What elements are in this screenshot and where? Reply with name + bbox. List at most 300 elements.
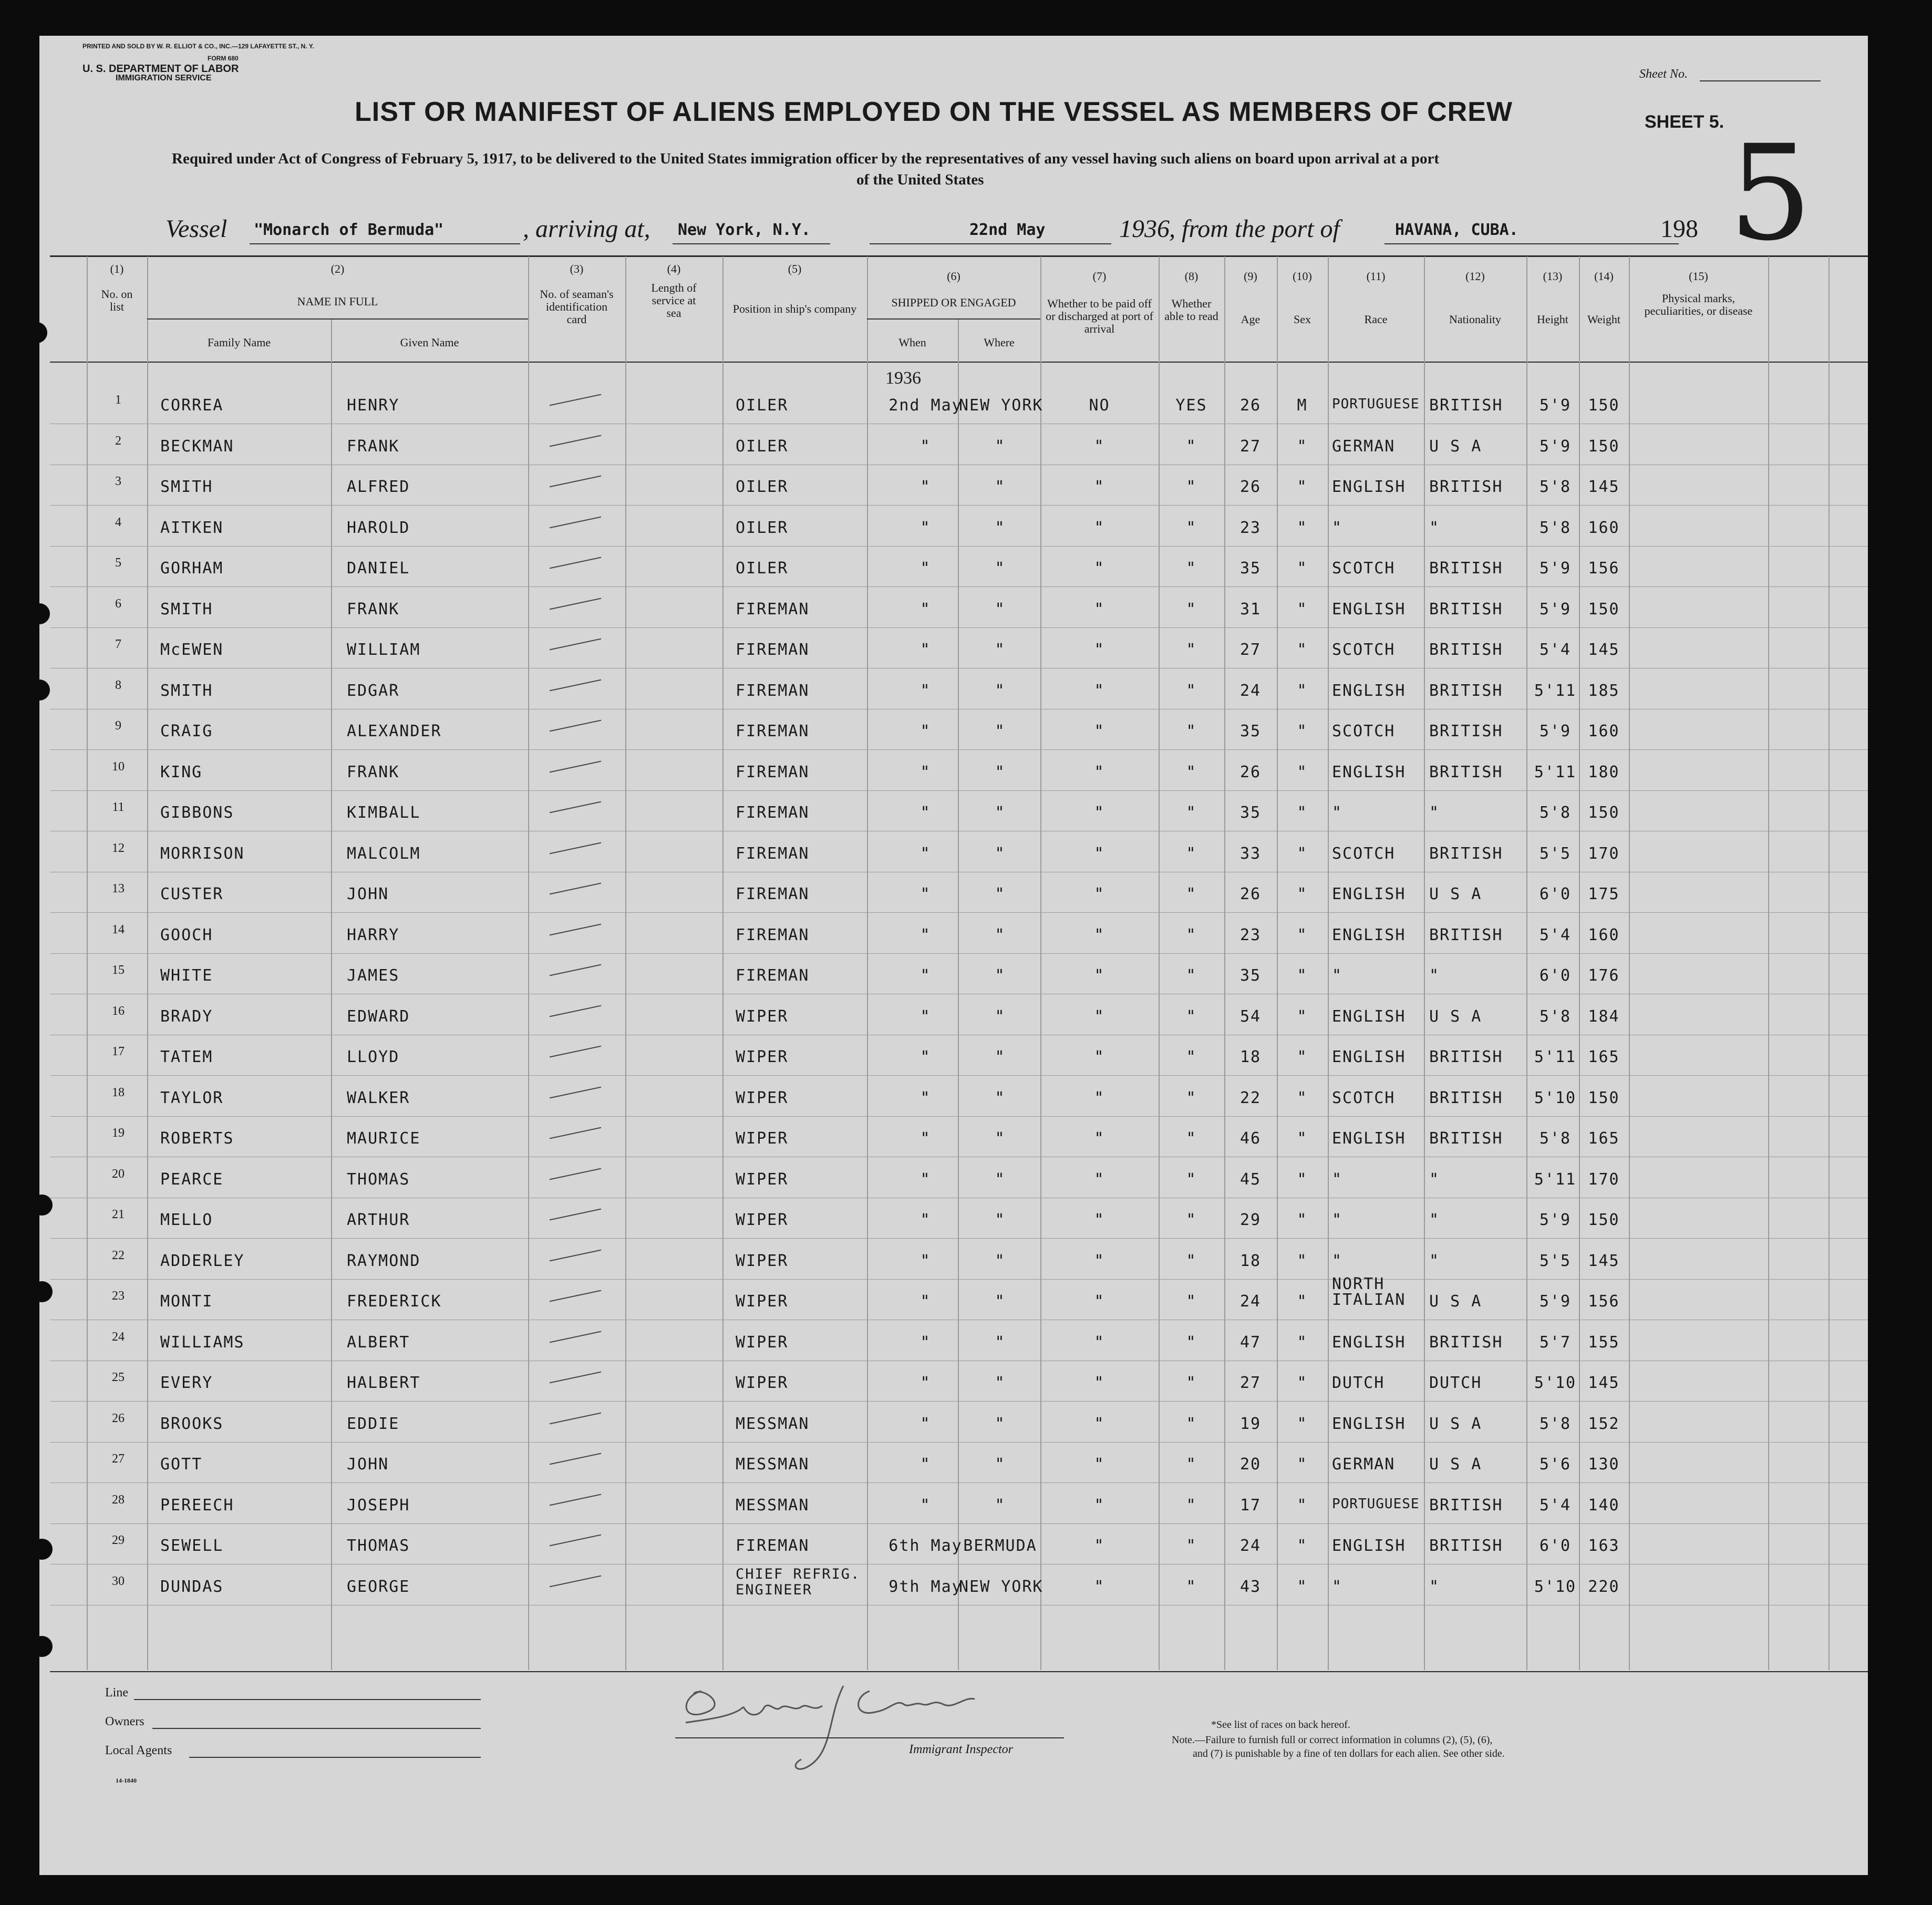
cell-position: WIPER — [736, 1129, 789, 1148]
cell-family: SMITH — [160, 600, 213, 619]
cell-family: KING — [160, 763, 203, 781]
cell-paid: " — [1094, 1537, 1105, 1555]
cell-when: " — [920, 1170, 931, 1189]
cell-given: ARTHUR — [347, 1211, 410, 1229]
cell-paid: " — [1094, 1333, 1105, 1352]
cell-given: WILLIAM — [347, 641, 421, 659]
id-card-tick-mark — [550, 1046, 601, 1058]
cell-where: BERMUDA — [963, 1537, 1037, 1555]
id-card-tick-mark — [550, 598, 601, 610]
cell-age: 46 — [1239, 1129, 1262, 1148]
cell-given: ALBERT — [347, 1333, 410, 1352]
row-number: 8 — [115, 678, 121, 692]
cell-sex: " — [1297, 1537, 1308, 1555]
cell-age: 27 — [1239, 437, 1262, 456]
cell-paid: " — [1094, 1455, 1105, 1474]
cell-nationality: " — [1429, 1170, 1440, 1189]
cell-family: DUNDAS — [160, 1577, 224, 1596]
cell-when: " — [920, 1333, 931, 1352]
cell-race: " — [1332, 518, 1343, 537]
cell-height: 5'4 — [1539, 641, 1572, 659]
id-card-tick-mark — [550, 1127, 601, 1139]
cell-when: " — [920, 1007, 931, 1026]
id-card-tick-mark — [550, 1412, 601, 1424]
row-number: 21 — [112, 1208, 125, 1221]
cell-family: EVERY — [160, 1374, 213, 1392]
table-top-rule — [50, 255, 1868, 257]
cell-sex: " — [1297, 600, 1308, 619]
cell-sex: " — [1297, 763, 1308, 781]
col-1-label: No. on list — [101, 287, 133, 313]
cell-weight: 130 — [1588, 1455, 1620, 1474]
id-card-tick-mark — [550, 1575, 601, 1587]
cell-position: WIPER — [736, 1048, 789, 1066]
row-number: 1 — [115, 393, 121, 407]
cell-when: 6th May — [888, 1537, 963, 1555]
cell-position: OILER — [736, 559, 789, 578]
cell-weight: 220 — [1588, 1577, 1620, 1596]
id-card-tick-mark — [550, 1331, 601, 1343]
col-5-label: Position in ship's company — [732, 302, 857, 315]
cell-height: 5'10 — [1534, 1374, 1577, 1392]
cell-when: " — [920, 722, 931, 740]
cell-read: " — [1186, 1455, 1197, 1474]
cell-age: 24 — [1239, 1537, 1262, 1555]
row-rule — [50, 749, 1868, 750]
row-number: 4 — [115, 515, 121, 529]
cell-family: CRAIG — [160, 722, 213, 740]
cell-race: ENGLISH — [1332, 1129, 1406, 1148]
col-15-label: Physical marks, peculiarities, or disease — [1644, 292, 1753, 317]
row-number: 17 — [112, 1045, 125, 1058]
footnote-penalty-1: Note.—Failure to furnish full or correct information in columns (2), (5), (6), — [1172, 1734, 1493, 1746]
cell-given: DANIEL — [347, 559, 410, 578]
cell-read: " — [1186, 641, 1197, 659]
id-card-tick-mark — [550, 801, 601, 814]
cell-sex: " — [1297, 1496, 1308, 1515]
col-7-label: Whether to be paid off or discharged at port of arrival — [1046, 297, 1153, 335]
cell-age: 33 — [1239, 844, 1262, 863]
cell-weight: 150 — [1588, 437, 1620, 456]
from-port: HAVANA, CUBA. — [1395, 221, 1518, 239]
cell-position: FIREMAN — [736, 600, 810, 619]
cell-given: RAYMOND — [347, 1251, 421, 1270]
cell-position: WIPER — [736, 1007, 789, 1026]
cell-nationality: BRITISH — [1429, 1496, 1503, 1515]
column-divider — [87, 256, 88, 1670]
col-3-label: No. of seaman's identification card — [540, 287, 614, 326]
cell-weight: 165 — [1588, 1048, 1620, 1066]
cell-position: OILER — [736, 396, 789, 415]
cell-nationality: BRITISH — [1429, 925, 1503, 944]
cell-age: 31 — [1239, 600, 1262, 619]
col-2-given: Given Name — [400, 336, 459, 349]
row-number: 3 — [115, 475, 121, 488]
cell-race: " — [1332, 1170, 1343, 1189]
col-5-num: (5) — [788, 262, 802, 275]
cell-where: " — [995, 763, 1006, 781]
cell-weight: 150 — [1588, 396, 1620, 415]
id-card-tick-mark — [550, 1086, 601, 1098]
cell-nationality: BRITISH — [1429, 600, 1503, 619]
cell-race: DUTCH — [1332, 1374, 1385, 1392]
cell-nationality: BRITISH — [1429, 1333, 1503, 1352]
row-rule — [50, 1075, 1868, 1076]
cell-family: TAYLOR — [160, 1088, 224, 1107]
cell-when: " — [920, 925, 931, 944]
cell-position: FIREMAN — [736, 966, 810, 985]
cell-position: FIREMAN — [736, 925, 810, 944]
cell-paid: " — [1094, 681, 1105, 700]
punch-hole — [39, 322, 47, 343]
cell-height: 6'0 — [1539, 966, 1572, 985]
sheet-no-label: Sheet No. — [1639, 67, 1688, 81]
row-number: 5 — [115, 556, 121, 570]
cell-sex: " — [1297, 518, 1308, 537]
vessel-label: Vessel — [166, 215, 228, 243]
cell-family: ADDERLEY — [160, 1251, 245, 1270]
cell-sex: " — [1297, 1577, 1308, 1596]
row-number: 22 — [112, 1248, 125, 1262]
cell-position: FIREMAN — [736, 722, 810, 740]
column-divider — [331, 318, 332, 1670]
cell-paid: " — [1094, 1251, 1105, 1270]
cell-when: " — [920, 437, 931, 456]
id-card-tick-mark — [550, 883, 601, 895]
cell-height: 5'9 — [1539, 722, 1572, 740]
row-number: 26 — [112, 1411, 125, 1425]
cell-sex: " — [1297, 925, 1308, 944]
cell-nationality: " — [1429, 804, 1440, 822]
cell-height: 5'9 — [1539, 1292, 1572, 1311]
cell-when: " — [920, 1088, 931, 1107]
cell-nationality: U S A — [1429, 1414, 1482, 1433]
cell-paid: " — [1094, 437, 1105, 456]
row-number: 7 — [115, 637, 121, 651]
cell-family: CUSTER — [160, 885, 224, 903]
cell-read: " — [1186, 925, 1197, 944]
cell-read: " — [1186, 1414, 1197, 1433]
cell-family: WILLIAMS — [160, 1333, 245, 1352]
name-subheader-rule — [147, 318, 528, 320]
row-rule — [50, 1238, 1868, 1239]
cell-read: " — [1186, 1577, 1197, 1596]
header-bottom-rule — [50, 362, 1868, 363]
cell-given: LLOYD — [347, 1048, 400, 1066]
column-divider — [1328, 256, 1329, 1670]
cell-where: " — [995, 641, 1006, 659]
col-3-num: (3) — [570, 262, 584, 275]
row-number: 19 — [112, 1126, 125, 1140]
cell-age: 26 — [1239, 885, 1262, 903]
cell-where: NEW YORK — [959, 1577, 1044, 1596]
cell-where: " — [995, 518, 1006, 537]
col-4-label: Length of service at sea — [651, 281, 697, 320]
cell-age: 23 — [1239, 518, 1262, 537]
cell-sex: " — [1297, 1292, 1308, 1311]
cell-given: JOSEPH — [347, 1496, 410, 1515]
cell-height: 5'11 — [1534, 763, 1577, 781]
cell-nationality: BRITISH — [1429, 681, 1503, 700]
cell-family: GOTT — [160, 1455, 203, 1474]
cell-read: " — [1186, 559, 1197, 578]
cell-sex: " — [1297, 1455, 1308, 1474]
cell-weight: 180 — [1588, 763, 1620, 781]
owners-label: Owners — [105, 1715, 144, 1728]
col-14-num: (14) — [1594, 270, 1614, 283]
cell-height: 5'6 — [1539, 1455, 1572, 1474]
cell-race: ENGLISH — [1332, 885, 1406, 903]
row-rule — [50, 953, 1868, 954]
cell-where: " — [995, 925, 1006, 944]
cell-height: 5'10 — [1534, 1088, 1577, 1107]
row-number: 24 — [112, 1330, 125, 1344]
cell-paid: " — [1094, 1129, 1105, 1148]
cell-weight: 150 — [1588, 1088, 1620, 1107]
row-number: 15 — [112, 963, 125, 977]
cell-family: MELLO — [160, 1211, 213, 1229]
cell-height: 5'9 — [1539, 437, 1572, 456]
cell-sex: " — [1297, 722, 1308, 740]
col-11-label: Race — [1364, 313, 1388, 326]
cell-nationality: " — [1429, 1577, 1440, 1596]
cell-weight: 165 — [1588, 1129, 1620, 1148]
cell-height: 5'8 — [1539, 804, 1572, 822]
cell-when: " — [920, 518, 931, 537]
cell-weight: 185 — [1588, 681, 1620, 700]
cell-given: EDGAR — [347, 681, 400, 700]
manifest-sheet — [39, 36, 1868, 1875]
id-card-tick-mark — [550, 923, 601, 935]
cell-paid: " — [1094, 1374, 1105, 1392]
cell-when: " — [920, 1374, 931, 1392]
cell-weight: 140 — [1588, 1496, 1620, 1515]
cell-height: 5'8 — [1539, 1007, 1572, 1026]
col-7-num: (7) — [1092, 270, 1107, 283]
id-card-tick-mark — [550, 1168, 601, 1180]
id-card-tick-mark — [550, 964, 601, 976]
cell-family: SMITH — [160, 681, 213, 700]
punch-hole — [39, 1539, 53, 1560]
cell-paid: " — [1094, 925, 1105, 944]
cell-paid: " — [1094, 966, 1105, 985]
cell-when: " — [920, 1129, 931, 1148]
cell-when: " — [920, 804, 931, 822]
row-number: 27 — [112, 1452, 125, 1466]
cell-given: ALEXANDER — [347, 722, 442, 740]
cell-height: 5'8 — [1539, 1414, 1572, 1433]
cell-age: 26 — [1239, 396, 1262, 415]
cell-nationality: U S A — [1429, 1292, 1482, 1311]
column-divider — [528, 256, 529, 1670]
inspector-line — [675, 1737, 1064, 1738]
cell-when: " — [920, 885, 931, 903]
cell-family: WHITE — [160, 966, 213, 985]
cell-height: 5'11 — [1534, 1170, 1577, 1189]
cell-read: " — [1186, 1537, 1197, 1555]
cell-race: ENGLISH — [1332, 600, 1406, 619]
cell-age: 35 — [1239, 559, 1262, 578]
cell-where: " — [995, 1374, 1006, 1392]
col-2-label: NAME IN FULL — [297, 295, 378, 308]
cell-sex: " — [1297, 1170, 1308, 1189]
punch-hole — [39, 603, 50, 624]
cell-nationality: BRITISH — [1429, 844, 1503, 863]
cell-paid: " — [1094, 1088, 1105, 1107]
cell-weight: 175 — [1588, 885, 1620, 903]
cell-position: FIREMAN — [736, 885, 810, 903]
cell-where: " — [995, 1333, 1006, 1352]
cell-race: ENGLISH — [1332, 763, 1406, 781]
cell-position: FIREMAN — [736, 681, 810, 700]
cell-race: SCOTCH — [1332, 559, 1396, 578]
cell-race: ENGLISH — [1332, 681, 1406, 700]
cell-when: " — [920, 478, 931, 496]
cell-sex: M — [1297, 396, 1308, 415]
cell-nationality: DUTCH — [1429, 1374, 1482, 1392]
col-4-num: (4) — [667, 262, 681, 275]
col-15-num: (15) — [1689, 270, 1708, 283]
cell-sex: " — [1297, 1129, 1308, 1148]
cell-when: " — [920, 1292, 931, 1311]
id-card-tick-mark — [550, 516, 601, 528]
cell-family: GIBBONS — [160, 804, 234, 822]
row-rule — [50, 790, 1868, 791]
col-1-num: (1) — [110, 262, 124, 275]
cell-where: " — [995, 1414, 1006, 1433]
cell-sex: " — [1297, 641, 1308, 659]
cell-read: " — [1186, 437, 1197, 456]
punch-hole — [39, 1636, 53, 1657]
cell-where: " — [995, 844, 1006, 863]
cell-weight: 145 — [1588, 1374, 1620, 1392]
cell-height: 6'0 — [1539, 1537, 1572, 1555]
cell-where: " — [995, 559, 1006, 578]
cell-when: " — [920, 1414, 931, 1433]
cell-where: " — [995, 1088, 1006, 1107]
column-divider — [625, 256, 626, 1670]
cell-weight: 152 — [1588, 1414, 1620, 1433]
arrival-year: 1936 — [1119, 215, 1170, 243]
row-number: 18 — [112, 1085, 125, 1099]
cell-age: 35 — [1239, 722, 1262, 740]
cell-age: 18 — [1239, 1048, 1262, 1066]
cell-given: HENRY — [347, 396, 400, 415]
cell-where: " — [995, 1251, 1006, 1270]
shipped-subheader-rule — [867, 318, 1040, 320]
cell-family: GORHAM — [160, 559, 224, 578]
col-11-num: (11) — [1366, 270, 1386, 283]
cell-position: WIPER — [736, 1292, 789, 1311]
id-card-tick-mark — [550, 639, 601, 651]
cell-nationality: BRITISH — [1429, 722, 1503, 740]
col-12-label: Nationality — [1449, 313, 1501, 326]
cell-given: EDDIE — [347, 1414, 400, 1433]
row-number: 13 — [112, 882, 125, 895]
cell-read: " — [1186, 1333, 1197, 1352]
cell-family: PEREECH — [160, 1496, 234, 1515]
cell-sex: " — [1297, 804, 1308, 822]
cell-weight: 160 — [1588, 518, 1620, 537]
cell-nationality: BRITISH — [1429, 763, 1503, 781]
cell-paid: " — [1094, 1496, 1105, 1515]
row-number: 28 — [112, 1492, 125, 1507]
cell-family: ROBERTS — [160, 1129, 234, 1148]
cell-position: OILER — [736, 478, 789, 496]
col-14-label: Weight — [1587, 313, 1620, 326]
col-13-num: (13) — [1543, 270, 1563, 283]
row-number: 11 — [112, 800, 125, 814]
arrival-date: 22nd May — [969, 221, 1046, 239]
cell-weight: 160 — [1588, 925, 1620, 944]
cell-sex: " — [1297, 559, 1308, 578]
id-card-tick-mark — [550, 842, 601, 854]
cell-height: 5'9 — [1539, 396, 1572, 415]
cell-height: 6'0 — [1539, 885, 1572, 903]
cell-given: HARRY — [347, 925, 400, 944]
cell-family: SEWELL — [160, 1537, 224, 1555]
cell-where: " — [995, 1211, 1006, 1229]
cell-where: " — [995, 885, 1006, 903]
id-card-tick-mark — [550, 435, 601, 447]
cell-sex: " — [1297, 1211, 1308, 1229]
cell-given: JOHN — [347, 885, 389, 903]
cell-where: " — [995, 600, 1006, 619]
cell-given: THOMAS — [347, 1537, 410, 1555]
column-divider — [722, 256, 724, 1670]
cell-where: " — [995, 1007, 1006, 1026]
col-10-label: Sex — [1294, 313, 1311, 326]
row-number: 20 — [112, 1167, 125, 1181]
cell-paid: " — [1094, 1211, 1105, 1229]
cell-read: " — [1186, 722, 1197, 740]
cell-given: KIMBALL — [347, 804, 421, 822]
column-divider — [1768, 256, 1769, 1670]
cell-read: " — [1186, 1048, 1197, 1066]
id-card-tick-mark — [550, 1249, 601, 1261]
col-6-when: When — [898, 336, 926, 349]
cell-given: JAMES — [347, 966, 400, 985]
cell-nationality: BRITISH — [1429, 1537, 1503, 1555]
cell-position: FIREMAN — [736, 763, 810, 781]
cell-when: " — [920, 559, 931, 578]
row-rule — [50, 1401, 1868, 1402]
footnote-races: *See list of races on back hereof. — [1211, 1719, 1350, 1731]
cell-sex: " — [1297, 681, 1308, 700]
cell-height: 5'4 — [1539, 1496, 1572, 1515]
cell-paid: " — [1094, 763, 1105, 781]
col-6-num: (6) — [947, 270, 960, 283]
cell-where: " — [995, 1496, 1006, 1515]
row-rule — [50, 627, 1868, 628]
cell-where: " — [995, 1048, 1006, 1066]
cell-given: HALBERT — [347, 1374, 421, 1392]
cell-height: 5'11 — [1534, 681, 1577, 700]
column-divider — [1424, 256, 1425, 1670]
row-rule — [50, 912, 1868, 913]
cell-age: 35 — [1239, 804, 1262, 822]
cell-when: " — [920, 1455, 931, 1474]
col-12-num: (12) — [1465, 270, 1485, 283]
from-label: , from the port of — [1169, 215, 1340, 243]
cell-age: 24 — [1239, 1292, 1262, 1311]
cell-height: 5'10 — [1534, 1577, 1577, 1596]
cell-age: 47 — [1239, 1333, 1262, 1352]
form-number: FORM 680 — [208, 55, 239, 62]
cell-sex: " — [1297, 1088, 1308, 1107]
cell-paid: " — [1094, 1577, 1105, 1596]
cell-age: 17 — [1239, 1496, 1262, 1515]
